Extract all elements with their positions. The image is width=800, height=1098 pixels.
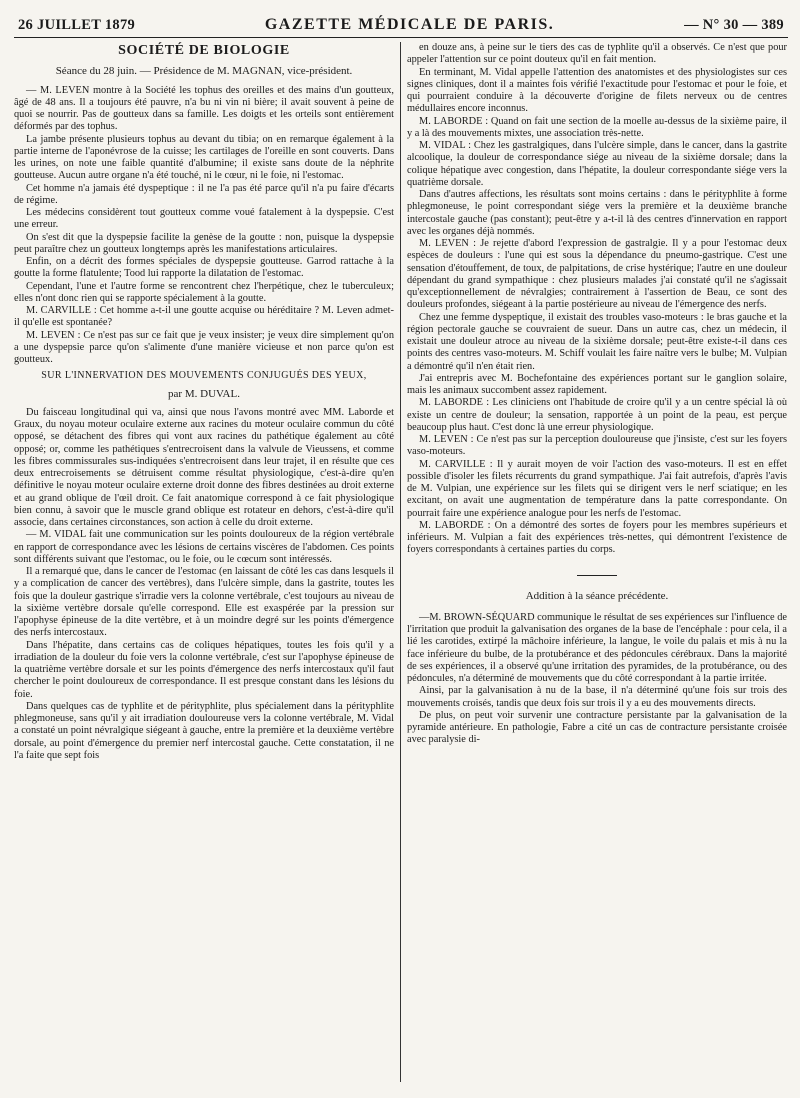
paragraph: M. LABORDE : On a démontré des sortes de foyers pour les membres supérieurs et inférieurs. M. Vulpian a fait des expériences très-nettes, qui démontrent l'existence de foyers correspondants à certaines parties du corps. — [407, 519, 787, 556]
paragraph: M. CARVILLE : Il y aurait moyen de voir l'action des vaso-moteurs. Il est en effet possible d'isoler les filets récurrents du grand sympathique. J'ai fait autrefois, d'après l'avis de M. Vulpian, une expérience sur les filets qui se dirigent vers le nerf sciatique; en les excitant, on avait une augmentation de température dans la patte correspondante. On pourrait faire une expérience analogue pour les nerfs de l'estomac. — [407, 458, 787, 519]
paragraph: M. CARVILLE : Cet homme a-t-il une goutte acquise ou héréditaire ? M. Leven admet-il qu'elle est spontanée? — [14, 305, 394, 329]
paragraph: Dans d'autres affections, les résultats sont moins certains : dans le pérityphlite à forme phlegmoneuse, le point correspondant siége vers la première et la deuxième branche intercostale gauche (pas constant); peut-être y a-t-il là des centres d'innervation en rapport avec les organes déjà nommés. — [407, 189, 787, 237]
header-date: 26 JUILLET 1879 — [18, 17, 136, 33]
paragraph: —M. BROWN-SÉQUARD communique le résultat de ses expériences sur l'influence de l'irritation que produit la galvanisation des organes de la base de l'encéphale : pour cela, il a lié les carotides, extirpé la mâchoire inférieure, la langue, le voile du palais et mis à nu la face inférieure du bulbe, de la protubérance et des pédoncules cérébraux. Dans la majorité de ses expériences, il a observé qu'une irritation des pyramides, de la protubérance, ou des pédoncules, n'a déterminé de mouvements que du côté correspondant à la partie irritée. — [407, 611, 787, 684]
paragraph: On s'est dit que la dyspepsie facilite la genèse de la goutte : non, puisque la dyspepsie peut paraître chez un goutteux longtemps après les manifestations articulaires. — [14, 231, 394, 255]
paragraph: M. LEVEN : Ce n'est pas sur la perception douloureuse que j'insiste, c'est sur les foyers vaso-moteurs. — [407, 434, 787, 458]
running-header — [14, 16, 788, 38]
paragraph: Cependant, l'une et l'autre forme se rencontrent chez l'herpétique, chez le tuberculeux; elles n'ont donc rien qui se rapporte spécialement à la goutte. — [14, 280, 394, 304]
paragraph: M. LABORDE : Quand on fait une section de la moelle au-dessus de la sixième paire, il y a là des mouvements mixtes, une association très-nette. — [407, 115, 787, 139]
paragraph: En terminant, M. Vidal appelle l'attention des anatomistes et des physiologistes sur ces signes cliniques, dont il a maintes fois vérifié l'exactitude pour l'estomac et pour le foie, et qui pourraient conduire à la découverte d'origine de filets nerveux ou de centres médullaires encore inconnus. — [407, 66, 787, 115]
paragraph: en douze ans, à peine sur le tiers des cas de typhlite qu'il a observés. Ce n'est que pour appeler l'attention sur ce point douteux qu'il en fait mention. — [407, 42, 787, 66]
left-column — [14, 42, 400, 1082]
addition-title: Addition à la séance précédente. — [525, 589, 669, 602]
paragraph: Il a remarqué que, dans le cancer de l'estomac (en laissant de côté les cas dans lesquels il y a complication de cancer des vertèbres), dans l'ulcère simple, dans la gastrite, toutes les fois que la douleur gastrique s'irradie vers la colonne vertébrale, c'est toujours au niveau de la sixième vertèbre dorsale qu'elle correspond. Elle est exaspérée par la pression sur l'apophyse épineuse de la dite vertèbre, et à un moindre degré sur les points d'émergence des nerfs intercostaux. — [14, 566, 394, 639]
right-column — [401, 42, 787, 1082]
text-columns — [14, 42, 788, 1082]
paragraph: M. VIDAL : Chez les gastralgiques, dans l'ulcère simple, dans le cancer, dans la gastrite alcoolique, la douleur de correspondance siége au niveau de la sixième dorsale; dans la colique hépatique avec congestion, dans l'hépatite, la douleur correspondante siége vers la quatrième dorsale. — [407, 140, 787, 188]
paragraph: M. LEVEN : Je rejette d'abord l'expression de gastralgie. Il y a pour l'estomac deux espèces de douleurs : l'une qui est sous la dépendance du pneumo-gastrique. C'est une sensation d'étouffement, de toux, de palpitations, de crise hystérique; l'autre en une douleur dépendant du grand sympathique : chez plusieurs malades j'ai constaté qu'il ne s'agissait qu'exceptionnellement de névralgies; contrairement à l'assertion de Beau, ce sont des douleurs profondes, siégeant à la partie postérieure au niveau de l'émergence des nerfs. — [407, 238, 787, 311]
paragraph: Du faisceau longitudinal qui va, ainsi que nous l'avons montré avec MM. Laborde et Graux, du noyau moteur oculaire externe aux racines du moteur oculaire commun du côté opposé, se détachent des fibres qui vont aux racines du pathétique également au côté opposé; or, comme les pathétiques s'entrecroisent dans la valvule de Vieussens, et comme les fibres commissurales sus-indiquées s'entrecroisent dans leur trajet, il en résulte que ces deux entrecroisements se détruisent comme résultat physiologique, c'est-à-dire qu'en définitive le noyau moteur oculaire externe droit donne des fibres destinées au droit externe et au grand oblique de l'œil droit. Ce fait anatomique correspond à ce fait physiologique bien connu, à savoir que le muscle grand oblique est rotateur en dehors, c'est-à-dire qu'il associe, dans certaines circonstances, son action à celle du droit externe. — [14, 406, 394, 528]
paragraph: M. LEVEN : Ce n'est pas sur ce fait que je veux insister; je veux dire simplement qu'on a une dyspepsie parce qu'on s'alimente d'une manière vicieuse et non parce qu'on est goutteux. — [14, 329, 394, 365]
paragraph: M. LABORDE : Les cliniciens ont l'habitude de croire qu'il y a un centre spécial là où existe un centre de douleur; la sensation, rapportée à un point de la peau, est perçue beaucoup plus haut. C'est donc là une erreur physiologique. — [407, 397, 787, 433]
paragraph: Enfin, on a décrit des formes spéciales de dyspepsie goutteuse. Garrod rattache à la goutte la forme flatulente; Tood lui rapporte la dilatation de l'estomac. — [14, 256, 394, 280]
article-author: par M. DUVAL. — [168, 387, 240, 400]
paragraph: — M. VIDAL fait une communication sur les points douloureux de la région vertébrale en rapport de correspondance avec les lésions de certains viscères de l'abdomen. Ces points sont différents suivant que l'estomac, ou le foie, ou le cœcum sont intéressés. — [14, 529, 394, 565]
paragraph: Chez une femme dyspeptique, il existait des troubles vaso-moteurs : le bras gauche et la région pectorale gauche se couvraient de sueur. Dans un autre cas, chez un médecin, il existait une douleur atroce au niveau de la sixième dorsale; peut-être existe-t-il dans ces points des centres vaso-moteurs. M. Schiff voulait les faire naître vers le bulbe; M. Vulpian a démontré qu'il n'en était rien. — [407, 311, 787, 372]
journal-title: GAZETTE MÉDICALE DE PARIS. — [264, 16, 555, 33]
paragraph: De plus, on peut voir survenir une contracture persistante par la galvanisation de la pyramide antérieure. En pathologie, Fabre a cité un cas de contracture persistante croisée avec paralysie di- — [407, 709, 787, 746]
paragraph: Cet homme n'a jamais été dyspeptique : il ne l'a pas été parce qu'il n'a pu faire d'écarts de régime. — [14, 182, 394, 206]
page-number: — N° 30 — 389 — [684, 17, 784, 33]
society-title: SOCIÉTÉ DE BIOLOGIE — [118, 43, 290, 58]
paragraph: Les médecins considèrent tout goutteux comme voué fatalement à la dyspepsie. C'est une erreur. — [14, 207, 394, 231]
paragraph: — M. LEVEN montre à la Société les tophus des oreilles et des mains d'un goutteux, âgé de 48 ans. Il a toujours été pauvre, n'a bu ni vin ni bière; il avait souvent à peine de quoi se nourrir. Pas de goutteux dans sa famille. Les doigts et les orteils sont entièrement déformés par des tophus. — [14, 84, 394, 133]
paragraph: J'ai entrepris avec M. Bochefontaine des expériences portant sur le ganglion solaire, mais les animaux succombent assez rapidement. — [407, 372, 787, 396]
paragraph: Dans l'hépatite, dans certains cas de coliques hépatiques, toutes les fois qu'il y a irradiation de la douleur du foie vers la colonne vertébrale, c'est sur l'apophyse épineuse de la quatrième vertèbre dorsale et sur les points d'émergence des nerfs intercostaux qu'il faut chercher le point douloureux de correspondance. Il est presque constant dans les lésions du foie. — [14, 639, 394, 700]
paragraph: Ainsi, par la galvanisation à nu de la base, il n'a déterminé qu'une fois sur trois des mouvements croisés, tandis que deux fois sur trois il y a eu des mouvements directs. — [407, 685, 787, 709]
article-subtitle: SUR L'INNERVATION DES MOUVEMENTS CONJUGUÉS DES YEUX, — [41, 370, 367, 382]
paragraph: Dans quelques cas de typhlite et de pérityphlite, plus spécialement dans la pérityphlite phlegmoneuse, sans qu'il y ait irradiation douloureuse vers la colonne vertébrale, M. Vidal a constaté un point névralgique siégeant à gauche, entre la première et la deuxième vertèbre dorsale, au point d'émergence du premier nerf intercostal gauche. Cette constatation, il ne l'a faite que sept fois — [14, 700, 394, 761]
session-line: Séance du 28 juin. — Présidence de M. MAGNAN, vice-président. — [55, 65, 353, 78]
paragraph: La jambe présente plusieurs tophus au devant du tibia; on en remarque également à la partie interne de l'aponévrose de la cuisse; les cartilages de l'oreille en sont couverts. Dans les urines, on note une faible quantité d'albumine; il existe sans doute de la néphrite goutteuse. Aucun autre organe n'a été touché, ni le cœur, ni le foie, ni l'estomac. — [14, 133, 394, 182]
section-separator — [577, 575, 617, 576]
